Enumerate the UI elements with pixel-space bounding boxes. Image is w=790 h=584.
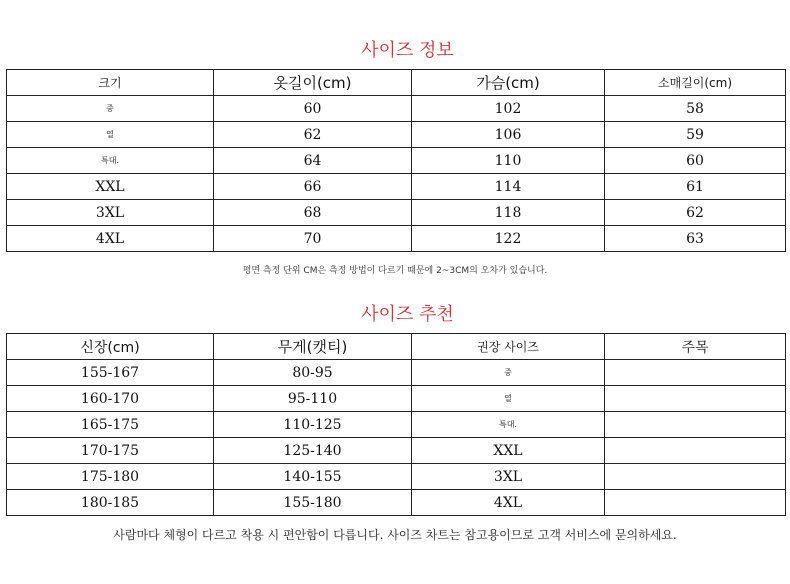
size-info-title: 사이즈 정보 (361, 40, 454, 61)
size-recommendation-table (6, 333, 786, 516)
sleeve-cell: 58 (605, 96, 786, 122)
size-cell: 중 (7, 96, 214, 122)
size-cell: 열 (7, 122, 214, 148)
sleeve-cell: 62 (605, 200, 786, 226)
length-cell: 62 (214, 122, 412, 148)
table-row (7, 174, 786, 200)
sleeve-cell: 60 (605, 148, 786, 174)
note-cell (605, 490, 786, 516)
sleeve-cell: 59 (605, 122, 786, 148)
weight-cell: 95-110 (214, 386, 412, 412)
table-header-row (7, 70, 786, 96)
header-note: 주목 (605, 334, 786, 360)
table-row (7, 148, 786, 174)
header-weight: 무게(캣티) (214, 334, 412, 360)
table-row (7, 200, 786, 226)
table-row (7, 386, 786, 412)
note-cell (605, 438, 786, 464)
table-row (7, 226, 786, 252)
measurement-note: 평면 측정 단위 CM은 측정 방법이 다르기 때문에 2~3CM의 오차가 있습니다. (242, 266, 548, 276)
weight-cell: 140-155 (214, 464, 412, 490)
recommended-size-cell: 중 (412, 360, 605, 386)
table-row (7, 490, 786, 516)
recommended-size-cell: 특대. (412, 412, 605, 438)
height-cell: 175-180 (7, 464, 214, 490)
length-cell: 70 (214, 226, 412, 252)
recommended-size-cell: XXL (412, 438, 605, 464)
chest-cell: 106 (412, 122, 605, 148)
header-height: 신장(cm) (7, 334, 214, 360)
recommended-size-cell: 3XL (412, 464, 605, 490)
weight-cell: 125-140 (214, 438, 412, 464)
note-cell (605, 386, 786, 412)
chest-cell: 118 (412, 200, 605, 226)
header-sleeve: 소매길이(cm) (605, 70, 786, 96)
size-cell: 3XL (7, 200, 214, 226)
table-row (7, 412, 786, 438)
height-cell: 160-170 (7, 386, 214, 412)
header-chest: 가슴(cm) (412, 70, 605, 96)
header-size: 크기 (7, 70, 214, 96)
weight-cell: 80-95 (214, 360, 412, 386)
height-cell: 170-175 (7, 438, 214, 464)
table-header-row (7, 334, 786, 360)
length-cell: 68 (214, 200, 412, 226)
sleeve-cell: 63 (605, 226, 786, 252)
disclaimer-note: 사람마다 체형이 다르고 착용 시 편안함이 다릅니다. 사이즈 차트는 참고용이므로 고객 서비스에 문의하세요. (113, 528, 677, 542)
recommended-size-cell: 4XL (412, 490, 605, 516)
chest-cell: 110 (412, 148, 605, 174)
weight-cell: 110-125 (214, 412, 412, 438)
size-recommendation-title: 사이즈 추천 (361, 304, 454, 325)
height-cell: 165-175 (7, 412, 214, 438)
sleeve-cell: 61 (605, 174, 786, 200)
header-length: 옷길이(cm) (214, 70, 412, 96)
size-info-table (6, 69, 786, 252)
header-recommended-size: 권장 사이즈 (412, 334, 605, 360)
height-cell: 180-185 (7, 490, 214, 516)
chest-cell: 122 (412, 226, 605, 252)
note-cell (605, 360, 786, 386)
length-cell: 66 (214, 174, 412, 200)
weight-cell: 155-180 (214, 490, 412, 516)
size-cell: 4XL (7, 226, 214, 252)
length-cell: 60 (214, 96, 412, 122)
note-cell (605, 412, 786, 438)
table-row (7, 438, 786, 464)
table-row (7, 96, 786, 122)
height-cell: 155-167 (7, 360, 214, 386)
size-cell: 특대. (7, 148, 214, 174)
length-cell: 64 (214, 148, 412, 174)
chest-cell: 114 (412, 174, 605, 200)
note-cell (605, 464, 786, 490)
table-row (7, 122, 786, 148)
table-row (7, 360, 786, 386)
size-cell: XXL (7, 174, 214, 200)
chest-cell: 102 (412, 96, 605, 122)
recommended-size-cell: 열 (412, 386, 605, 412)
table-row (7, 464, 786, 490)
